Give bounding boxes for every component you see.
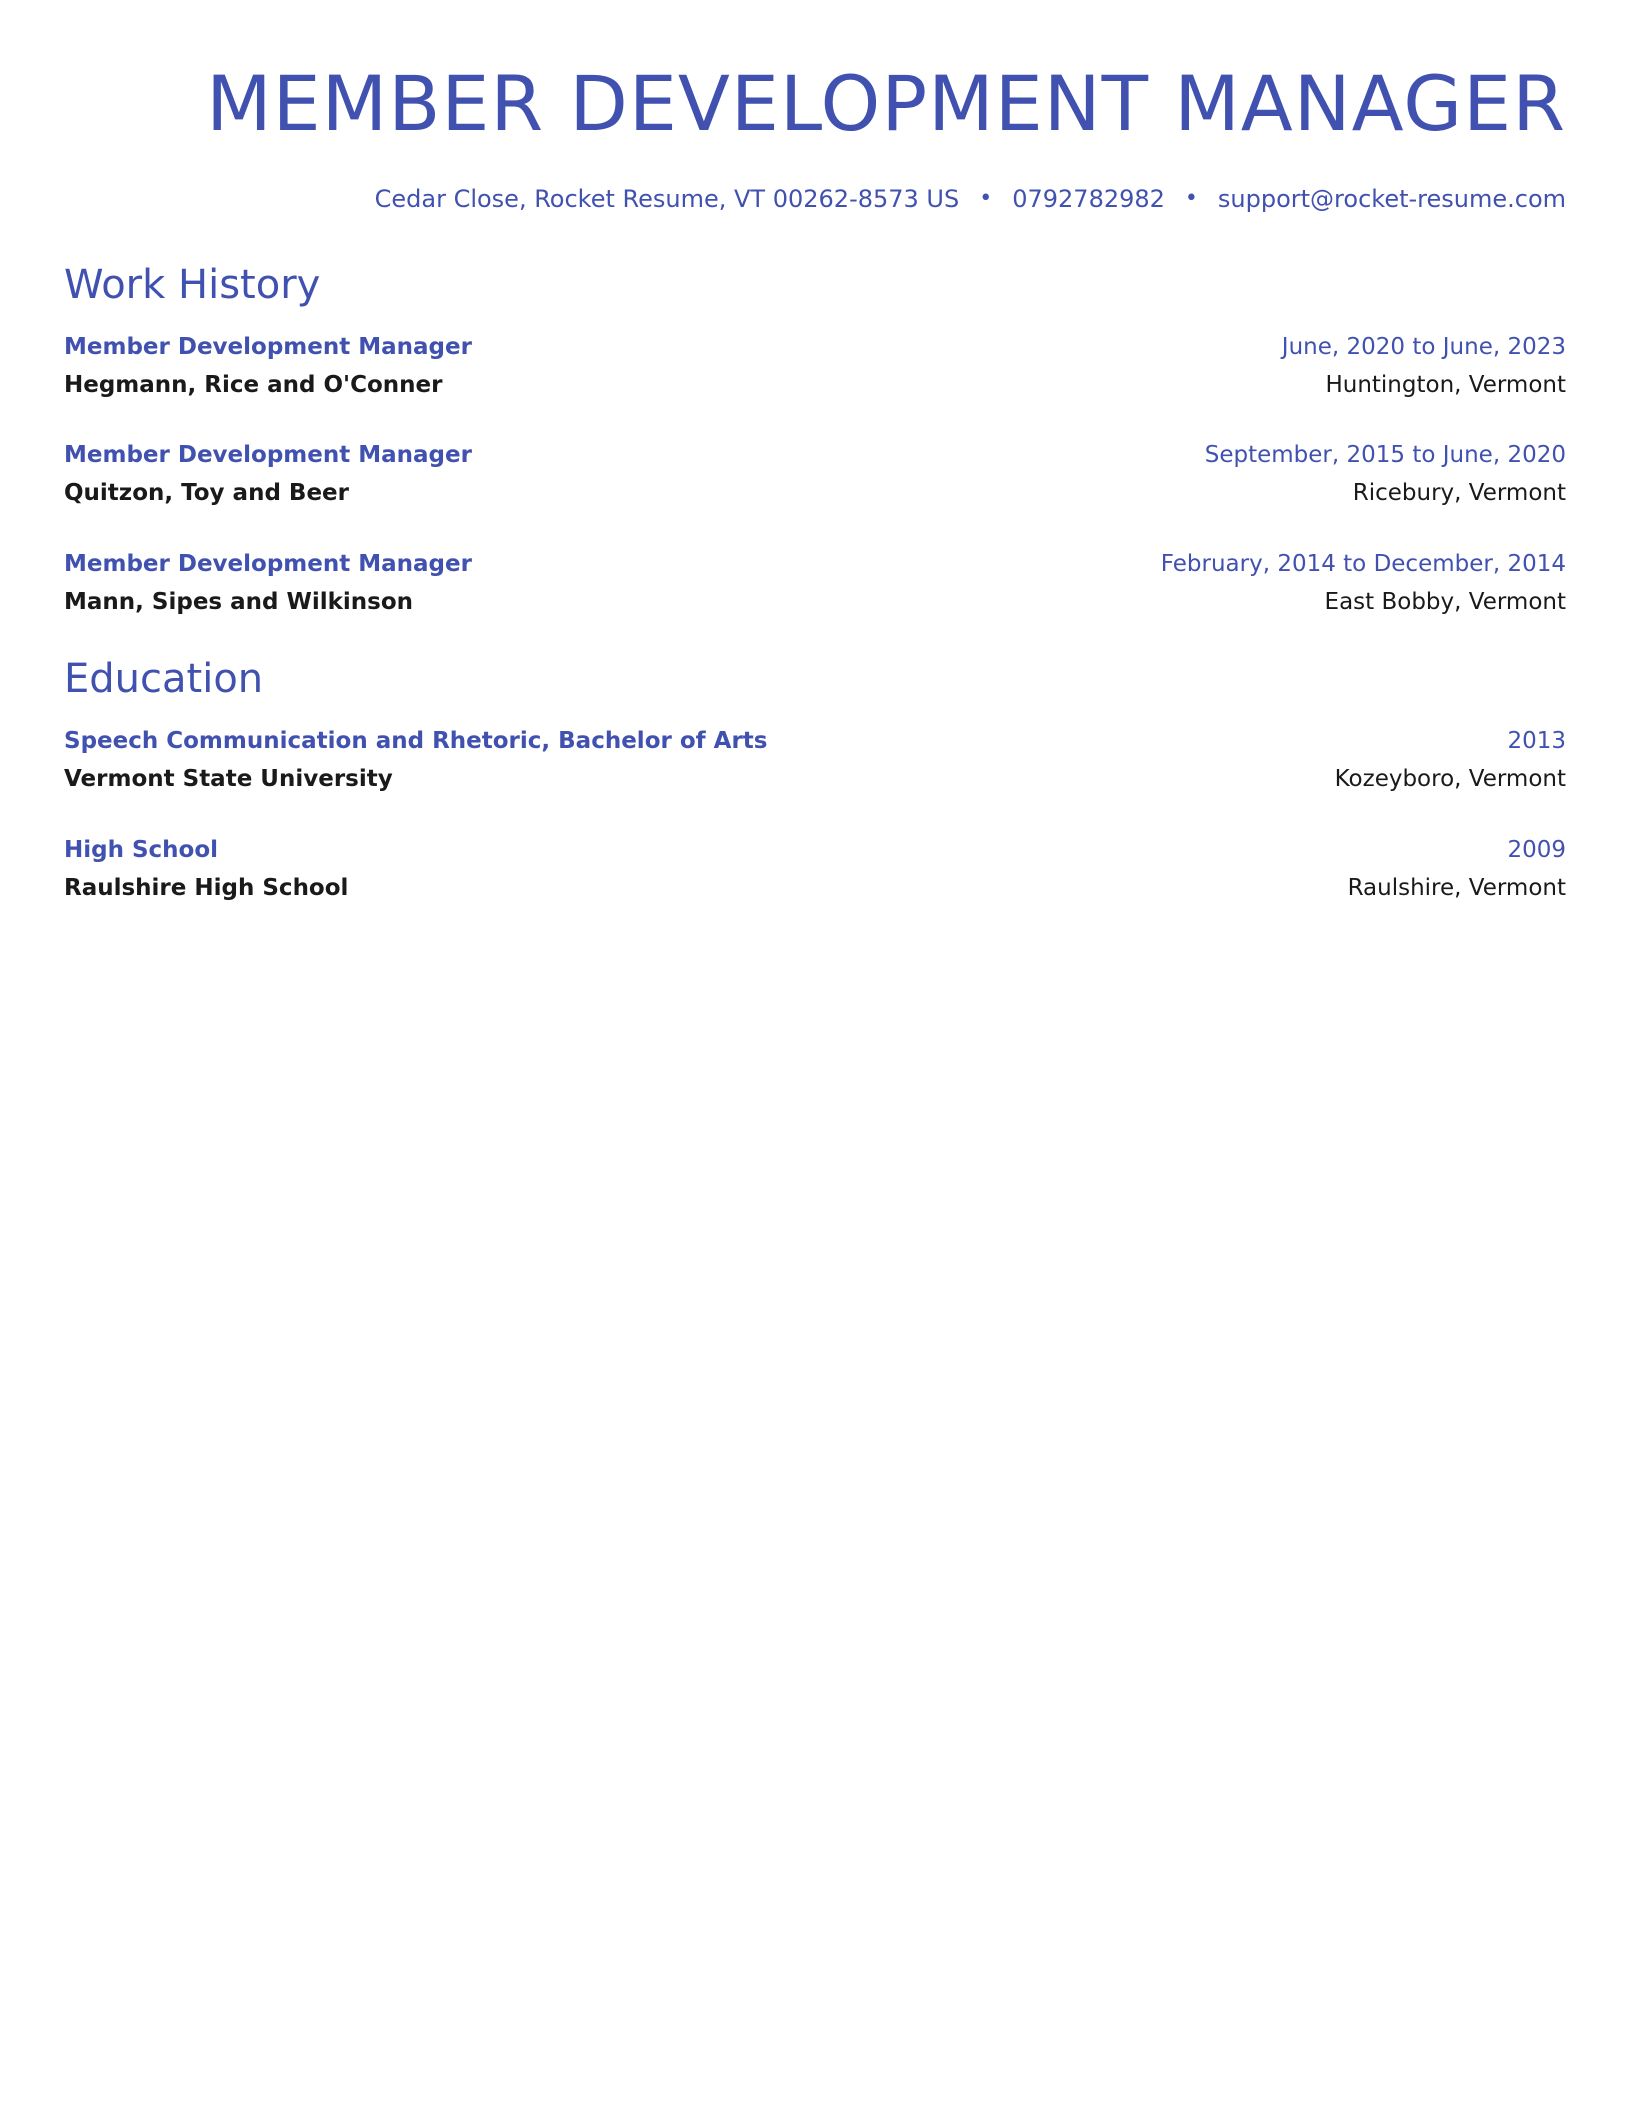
work-entry — [64, 545, 1566, 621]
job-position: Member Development Manager — [64, 551, 472, 577]
contact-separator: • — [1184, 186, 1198, 211]
contact-email: support@rocket-resume.com — [1217, 185, 1566, 213]
education-year: 2013 — [1507, 728, 1566, 754]
education-school: Raulshire High School — [64, 875, 349, 901]
work-entry — [64, 328, 1566, 404]
contact-address: Cedar Close, Rocket Resume, VT 00262-8573 US — [374, 185, 960, 213]
education-degree: Speech Communication and Rhetoric, Bachelor of Arts — [64, 728, 768, 754]
education-entry — [64, 831, 1566, 907]
education-location: Kozeyboro, Vermont — [1334, 766, 1566, 792]
job-location: East Bobby, Vermont — [1324, 589, 1566, 615]
job-dates: February, 2014 to December, 2014 — [1160, 551, 1566, 577]
job-location: Ricebury, Vermont — [1352, 480, 1566, 506]
contact-phone: 0792782982 — [1012, 185, 1165, 213]
job-company: Quitzon, Toy and Beer — [64, 480, 349, 506]
job-company: Mann, Sipes and Wilkinson — [64, 589, 414, 615]
job-company: Hegmann, Rice and O'Conner — [64, 372, 443, 398]
contact-line — [375, 179, 1566, 219]
work-history-heading: Work History — [64, 262, 321, 308]
education-entry — [64, 722, 1566, 798]
education-degree: High School — [64, 837, 219, 863]
job-dates: September, 2015 to June, 2020 — [1204, 442, 1566, 468]
work-entry — [64, 436, 1566, 512]
resume-title: MEMBER DEVELOPMENT MANAGER — [206, 59, 1566, 148]
job-dates: June, 2020 to June, 2023 — [1281, 334, 1566, 360]
contact-separator: • — [979, 186, 993, 211]
job-location: Huntington, Vermont — [1325, 372, 1566, 398]
job-position: Member Development Manager — [64, 442, 472, 468]
job-position: Member Development Manager — [64, 334, 472, 360]
education-year: 2009 — [1507, 837, 1566, 863]
education-heading: Education — [64, 656, 264, 702]
education-location: Raulshire, Vermont — [1347, 875, 1566, 901]
education-school: Vermont State University — [64, 766, 393, 792]
